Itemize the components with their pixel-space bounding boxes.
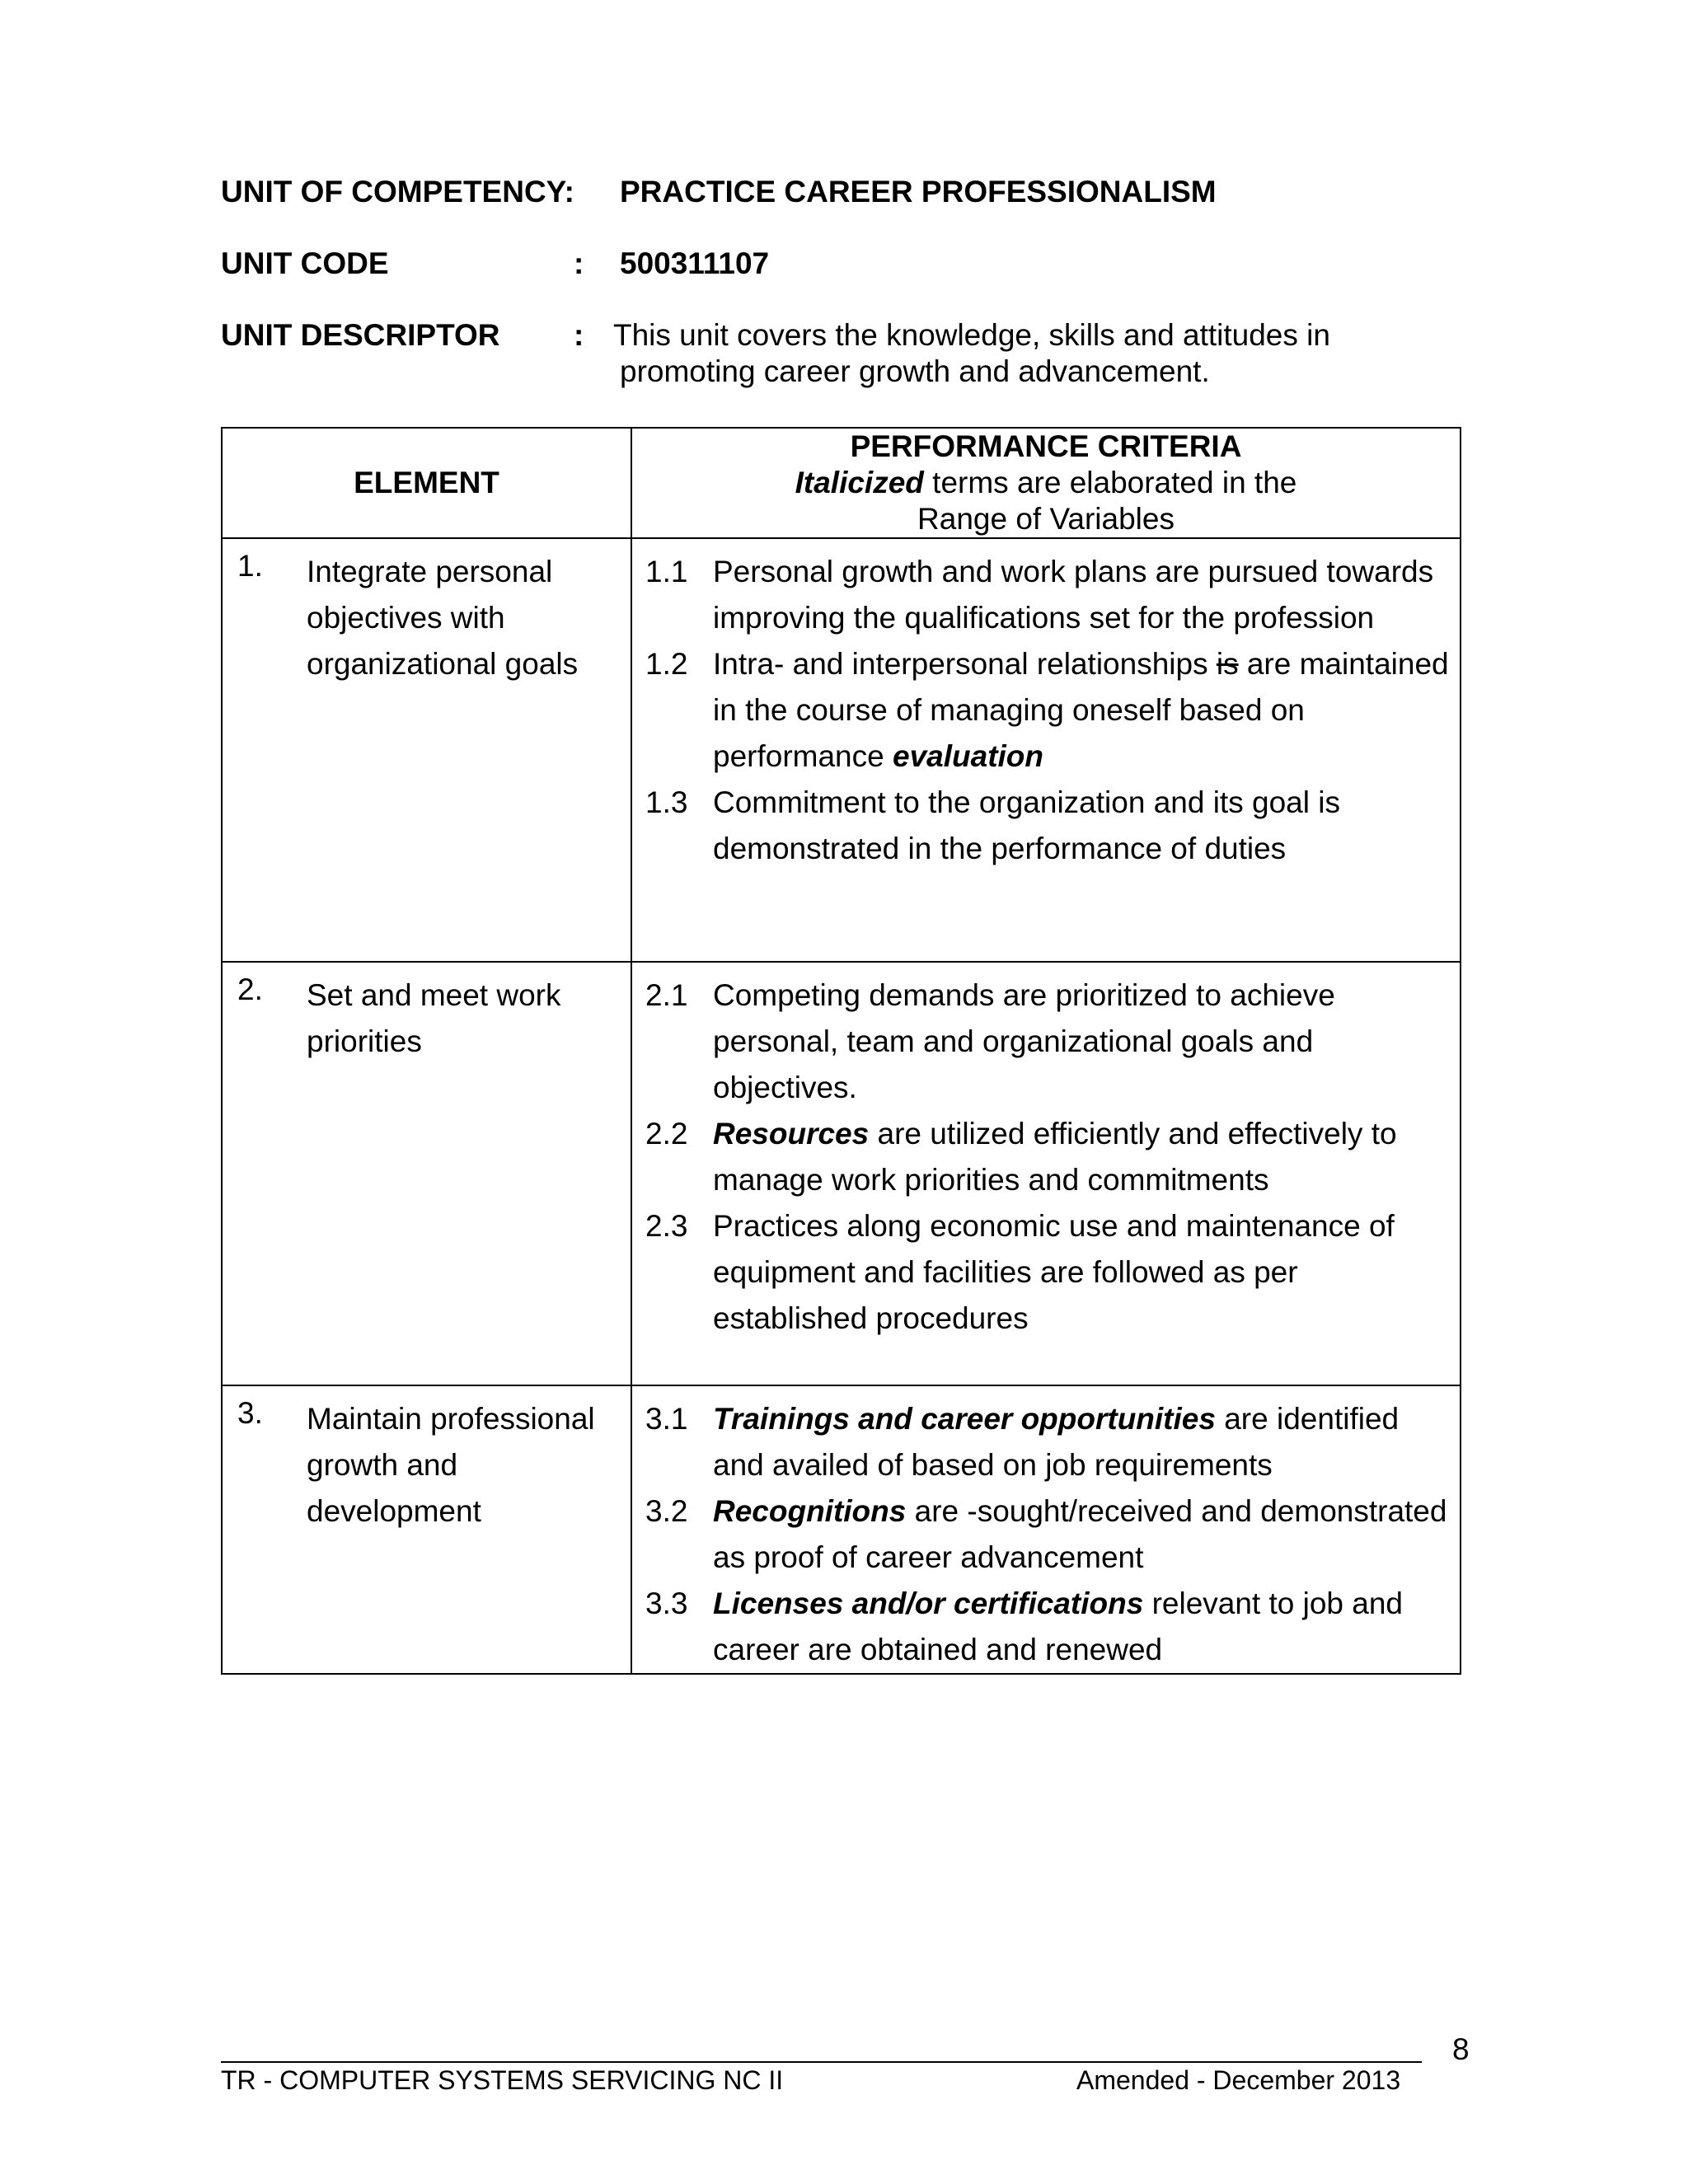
unit-code-label: UNIT CODE <box>221 246 389 280</box>
criterion-text <box>713 1111 1451 1203</box>
element-number: 1. <box>237 549 263 583</box>
unit-descriptor-colon: : <box>574 318 584 352</box>
unit-of-competency-value: PRACTICE CAREER PROFESSIONALISM <box>620 175 1217 209</box>
footer-right-text: Amended - December 2013 <box>1076 2065 1401 2095</box>
criterion-text-part: are identified and availed of based on job requirements <box>713 1402 1400 1482</box>
criteria-cell <box>631 962 1461 1385</box>
criterion-number: 1.3 <box>645 785 688 819</box>
criterion-text <box>713 1203 1451 1342</box>
criterion-number: 2.2 <box>645 1117 688 1151</box>
unit-code-colon: : <box>574 246 584 280</box>
footer-left-text: TR - COMPUTER SYSTEMS SERVICING NC II <box>221 2065 784 2095</box>
criterion-item <box>645 1488 1451 1581</box>
criteria-list <box>632 1386 1460 1673</box>
criterion-number: 1.1 <box>645 555 688 588</box>
element-number: 2. <box>237 972 263 1006</box>
criterion-text <box>713 1488 1451 1581</box>
criterion-item <box>645 1581 1451 1673</box>
unit-code-value: 500311107 <box>620 246 770 280</box>
element-cell <box>222 1385 631 1674</box>
criterion-text-part: Personal growth and work plans are pursued towards improving the qualifications set for the profession <box>713 555 1434 635</box>
criterion-text <box>713 1581 1451 1673</box>
criterion-text-part: are -sought/received and demonstrated as proof of career advancement <box>713 1494 1447 1574</box>
criterion-strikethrough: is <box>1216 647 1239 681</box>
criterion-text-part: Commitment to the organization and its goal is demonstrated in the performance of duties <box>713 785 1340 865</box>
criterion-emphasis: Licenses and/or certifications <box>713 1586 1144 1620</box>
performance-criteria-title: PERFORMANCE CRITERIA <box>850 429 1242 463</box>
criterion-text <box>713 549 1451 641</box>
criterion-item <box>645 1203 1451 1342</box>
criterion-text-part: Competing demands are prioritized to achieve personal, team and organizational goals and objectives. <box>713 978 1335 1104</box>
italicized-word: Italicized <box>795 466 924 499</box>
criterion-text-part: are maintained in the course of managing oneself based on performance <box>713 647 1449 773</box>
footer-rule <box>221 2061 1422 2063</box>
criterion-item <box>645 549 1451 641</box>
element-text: Integrate personal objectives with organizational goals <box>307 555 579 681</box>
element-number: 3. <box>237 1396 263 1430</box>
criterion-number: 2.1 <box>645 978 688 1012</box>
subtitle-rest: terms are elaborated in the <box>923 466 1297 499</box>
element-text: Set and meet work priorities <box>307 978 561 1058</box>
criterion-emphasis: Recognitions <box>713 1494 907 1528</box>
criterion-number: 2.3 <box>645 1209 688 1243</box>
table-header-row <box>222 428 1461 538</box>
criterion-text <box>713 1396 1451 1488</box>
criterion-emphasis: evaluation <box>893 739 1043 773</box>
criterion-text <box>713 972 1451 1111</box>
criterion-number: 3.2 <box>645 1494 688 1528</box>
element-cell <box>222 538 631 962</box>
criterion-number: 1.2 <box>645 647 688 681</box>
criteria-list <box>632 963 1460 1342</box>
criterion-text-part: Intra- and interpersonal relationships <box>713 647 1217 681</box>
criterion-item <box>645 972 1451 1111</box>
table-body <box>222 538 1461 1674</box>
criterion-text-part: are utilized efficiently and effectively to manage work priorities and commitments <box>713 1117 1397 1197</box>
criterion-text-part: Practices along economic use and maintenance of equipment and facilities are followed as per established procedures <box>713 1209 1395 1335</box>
criterion-item <box>645 1396 1451 1488</box>
criterion-number: 3.3 <box>645 1586 688 1620</box>
unit-descriptor-label: UNIT DESCRIPTOR <box>221 318 500 352</box>
competency-table <box>221 427 1461 1675</box>
unit-descriptor-line1: This unit covers the knowledge, skills and attitudes in <box>613 318 1330 352</box>
element-cell <box>222 962 631 1385</box>
criterion-text <box>713 780 1451 872</box>
criteria-cell <box>631 1385 1461 1674</box>
performance-criteria-subtitle <box>632 465 1460 501</box>
performance-criteria-column-header <box>631 428 1461 538</box>
criteria-cell <box>631 538 1461 962</box>
criterion-emphasis: Resources <box>713 1117 870 1151</box>
criterion-item <box>645 641 1451 780</box>
unit-of-competency-label: UNIT OF COMPETENCY: <box>221 175 574 209</box>
page-number: 8 <box>1452 2032 1470 2066</box>
unit-descriptor-line2: promoting career growth and advancement. <box>620 354 1210 388</box>
table-row <box>222 962 1461 1385</box>
table-row <box>222 1385 1461 1674</box>
element-column-header: ELEMENT <box>222 428 631 538</box>
element-text: Maintain professional growth and development <box>307 1402 595 1528</box>
criterion-item <box>645 780 1451 872</box>
criterion-text-part: relevant to job and career are obtained and renewed <box>713 1586 1404 1666</box>
criterion-number: 3.1 <box>645 1402 688 1436</box>
criterion-emphasis: Trainings and career opportunities <box>713 1402 1216 1436</box>
criteria-list <box>632 539 1460 872</box>
table-row <box>222 538 1461 962</box>
criterion-item <box>645 1111 1451 1203</box>
performance-criteria-subtitle-line2: Range of Variables <box>917 502 1175 536</box>
criterion-text <box>713 641 1451 780</box>
